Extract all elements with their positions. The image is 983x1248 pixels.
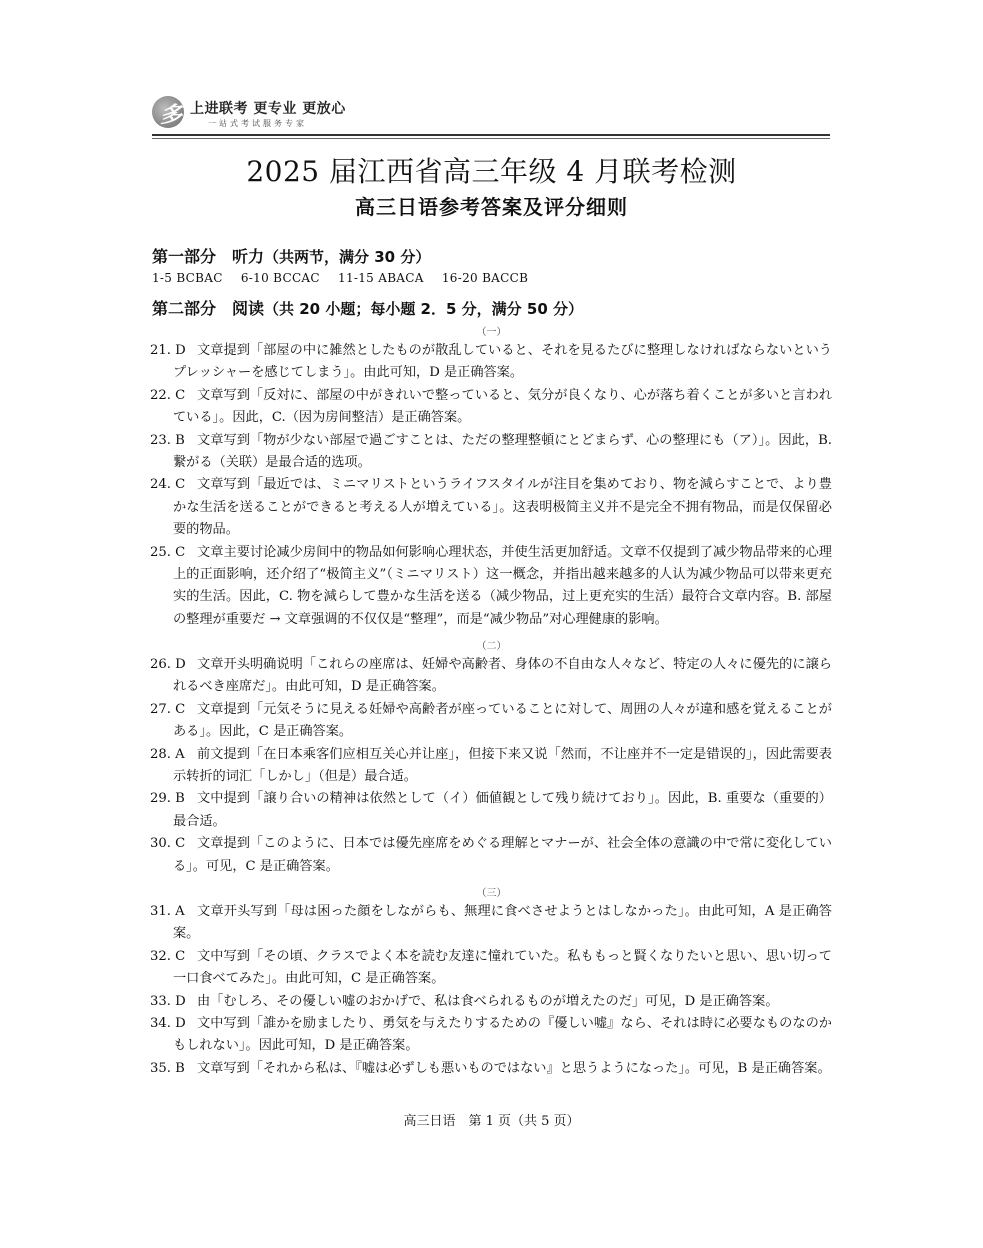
- part1-note: （共两节，满分 30 分）: [264, 248, 431, 266]
- answer-number: 23. B: [150, 432, 185, 448]
- answer-number: 27. C: [150, 701, 186, 717]
- answer-explanation: 文中提到「譲り合いの精神は依然として（イ）価値観として残り続けており」。因此，B. 重要な（重要的）最合适。: [173, 791, 832, 829]
- part2-heading: [152, 296, 583, 319]
- answer-number: 21. D: [150, 343, 186, 358]
- answer-explanation: 文章写到「それから私は、『嘘は必ずしも悪いものではない』と思うようになった」。可见，B 是正确答案。: [197, 1060, 831, 1076]
- part1-heading-text: 第一部分 听力: [152, 247, 265, 266]
- brand-logo-glyph: 多: [160, 103, 183, 128]
- answer-explanation: 文章写到「物が少ない部屋で過ごすことは、ただの整理整頓にとどまらず、心の整理にも（ア）」。因此，B. 繋がる（关联）是最合适的选项。: [173, 432, 832, 471]
- answer-item: [152, 901, 832, 946]
- answer-explanation: 文章写到「反対に、部屋の中がきれいで整っていると、気分が良くなり、心が落ち着くことが多いと言われている」。因此，C.（因为房间整洁）是正确答案。: [173, 387, 832, 426]
- answer-item: [152, 654, 832, 699]
- page-footer: 高三日语 第 1 页（共 5 页）: [403, 1114, 580, 1129]
- header-rule-thin: [152, 138, 830, 139]
- answer-item: [152, 699, 832, 744]
- answer-item: [152, 542, 832, 632]
- answer-item: [152, 788, 832, 833]
- section-label: （三）: [476, 888, 507, 899]
- answer-explanation: 前文提到「在日本乘客们应相互关心并让座」，但接下来又说「然而，不让座并不一定是错误的」，因此需要表示转折的词汇「しかし」（但是）最合适。: [173, 746, 832, 785]
- document-title: 2025 届江西省高三年级 4 月联考检测: [246, 155, 737, 188]
- section-label: （二）: [476, 641, 507, 652]
- answer-item: [152, 340, 832, 385]
- answer-number: 26. D: [150, 657, 186, 672]
- answer-item: [152, 385, 832, 430]
- answer-explanation: 文章主要讨论减少房间中的物品如何影响心理状态，并使生活更加舒适。文章不仅提到了减少物品带来的心理上的正面影响，还介绍了“极简主义”（ミニマリスト）这一概念，并指出越来越多的人认为减少物品可以带来更充实的生活。因此，C. 物を減らして豊かな生活を送る（减少物品，过上更充实的生活）最符合文章内容。B. 部屋の整理が重要だ → 文章强调的不仅仅是“整理”，而是“减少物品”对心理健康的影响。: [173, 544, 832, 627]
- answer-item: [152, 1013, 832, 1058]
- answer-explanation: 文章写到「最近では、ミニマリストというライフスタイルが注目を集めており、物を減らすことで、より豊かな生活を送ることができると考える人が増えている」。这表明极简主义并不是完全不拥有物品，而是仅保留必要的物品。: [173, 477, 832, 538]
- answer-item: [152, 744, 832, 789]
- document-subtitle: 高三日语参考答案及评分细则: [355, 195, 628, 219]
- section-label: （一）: [476, 327, 507, 338]
- answer-explanation: 文章提到「このように、日本では優先座席をめぐる理解とマナーが、社会全体の意識の中で常に変化している」。可见，C 是正确答案。: [173, 836, 832, 874]
- answer-item: [152, 430, 832, 475]
- answer-item: [152, 1058, 832, 1080]
- answer-number: 30. C: [150, 836, 186, 852]
- answer-number: 25. C: [150, 544, 186, 560]
- part1-heading: [152, 244, 430, 267]
- answer-number: 22. C: [150, 387, 186, 403]
- answer-number: 29. B: [150, 791, 185, 807]
- answer-explanation: 文章提到「部屋の中に雑然としたものが散乱していると、それを見るたびに整理しなければならないというプレッシャーを感じてしまう」。由此可知，D 是正确答案。: [173, 343, 832, 381]
- page-header: [152, 94, 830, 140]
- answer-number: 35. B: [150, 1060, 185, 1076]
- answer-list-section-1: [152, 340, 832, 631]
- answer-list-section-3: [152, 901, 832, 1080]
- answer-number: 31. A: [150, 904, 185, 919]
- answer-item: [152, 991, 832, 1013]
- answer-key: 11-15 ABACA: [338, 271, 424, 285]
- answer-key: 16-20 BACCB: [441, 271, 529, 285]
- brand-slogan: 上进联考 更专业 更放心: [190, 101, 346, 117]
- answer-number: 28. A: [150, 746, 185, 762]
- brand-logo-icon: [152, 96, 184, 128]
- answer-item: [152, 946, 832, 991]
- answer-number: 33. D: [150, 993, 186, 1009]
- answer-item: [152, 474, 832, 541]
- answer-explanation: 文章开头写到「母は困った顔をしながらも、無理に食べさせようとはしなかった」。由此可知，A 是正确答案。: [173, 904, 832, 942]
- answer-number: 34. D: [150, 1016, 186, 1032]
- listening-answer-keys: [152, 271, 542, 285]
- answer-key: 6-10 BCCAC: [240, 271, 320, 285]
- part2-heading-text: 第二部分 阅读: [152, 299, 265, 318]
- answer-number: 24. C: [150, 477, 186, 493]
- answer-explanation: 文章开头明确说明「これらの座席は、妊婦や高齢者、身体の不自由な人々など、特定の人々に優先的に譲られるべき座席だ」。由此可知，D 是正确答案。: [173, 657, 832, 695]
- answer-item: [152, 833, 832, 878]
- answer-explanation: 由「むしろ、その優しい嘘のおかげで、私は食べられるものが増えたのだ」可见，D 是正确答案。: [197, 993, 779, 1009]
- answer-list-section-2: [152, 654, 832, 878]
- header-rule: [152, 134, 830, 136]
- answer-explanation: 文中写到「その頃、クラスでよく本を読む友達に憧れていた。私ももっと賢くなりたいと思い、思い切って一口食べてみた」。由此可知，C 是正确答案。: [173, 948, 832, 987]
- answer-number: 32. C: [150, 948, 186, 964]
- brand-subslogan: 一站式考试服务专家: [208, 119, 307, 128]
- answer-explanation: 文中写到「誰かを励ましたり、勇気を与えたりするための『優しい嘘』なら、それは時に必要なものなのかもしれない」。因此可知，D 是正确答案。: [173, 1016, 832, 1054]
- answer-key: 1-5 BCBAC: [152, 271, 223, 285]
- part2-note: （共 20 小题；每小题 2．5 分，满分 50 分）: [264, 300, 583, 318]
- answer-explanation: 文章提到「元気そうに見える妊婦や高齢者が座っていることに対して、周囲の人々が違和感を覚えることがある」。因此，C 是正确答案。: [173, 701, 832, 740]
